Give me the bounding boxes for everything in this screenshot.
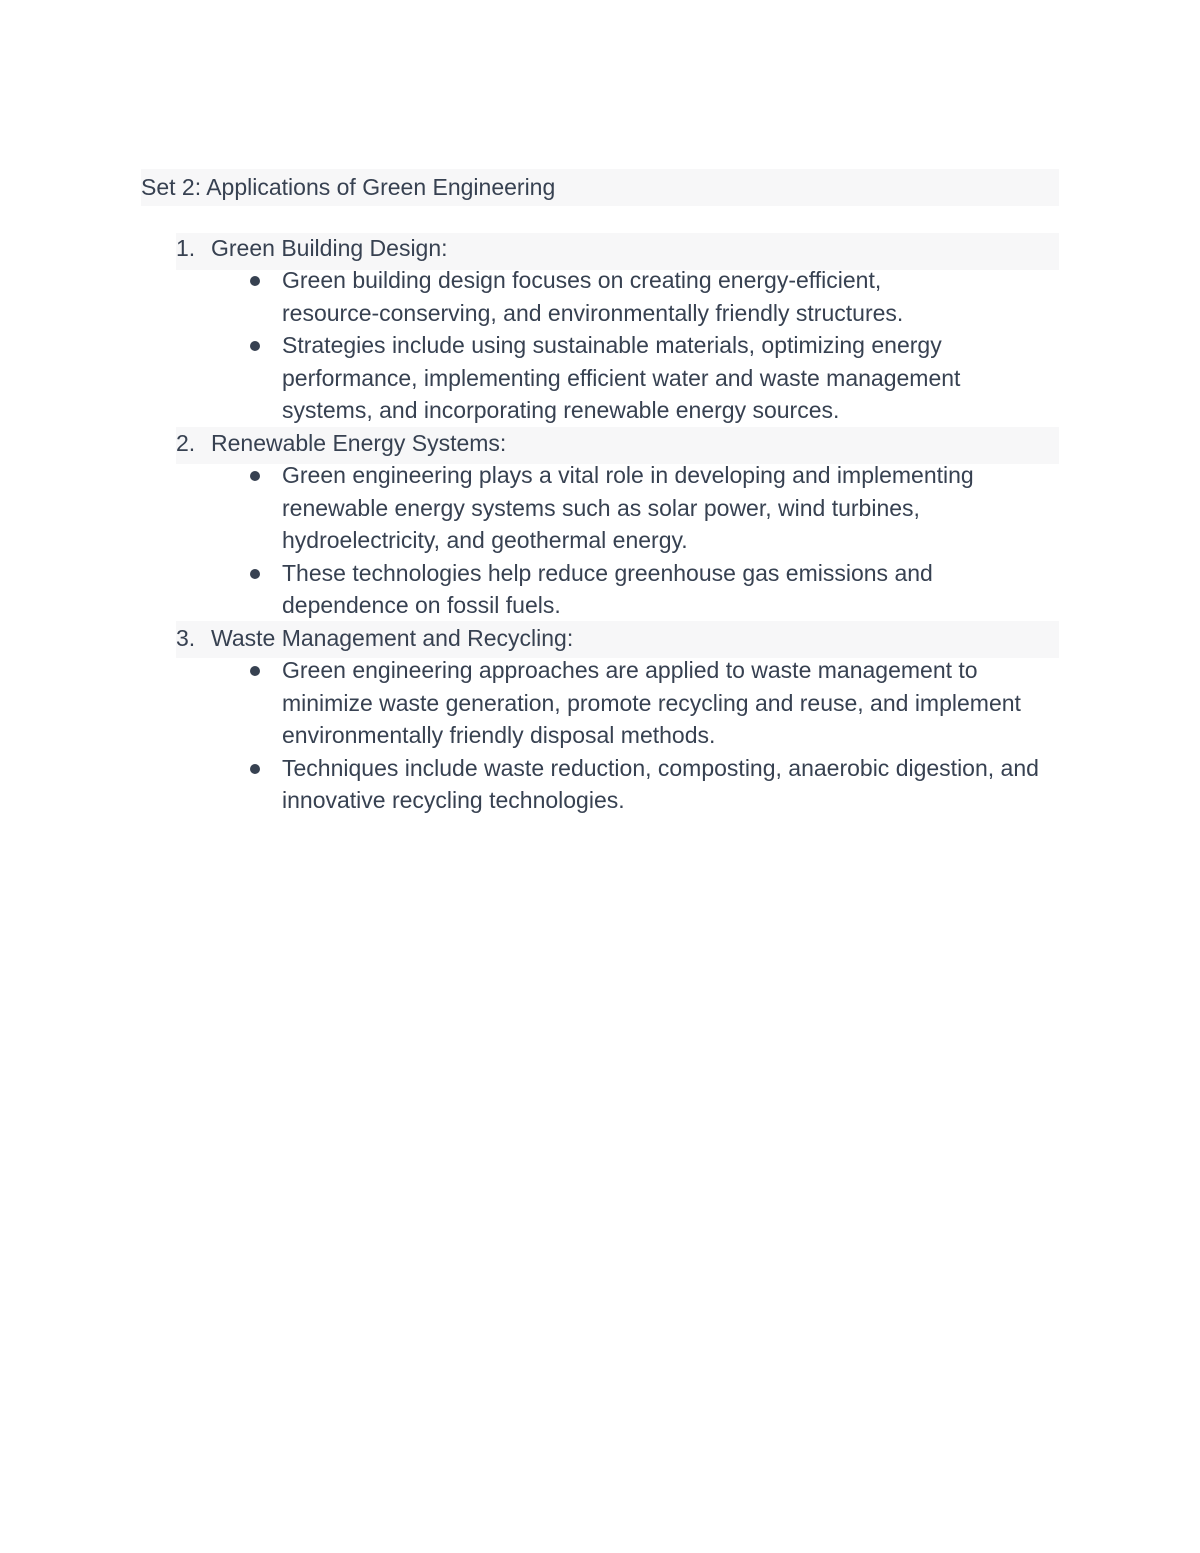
section-2-bullet-1-line-3: hydroelectricity, and geothermal energy. [282,527,688,553]
section-1-bullet-1-line-1: Green building design focuses on creating energy-efficient, [282,267,882,293]
bullet-dot [250,764,260,774]
section-1-bullet-1-line-2: resource-conserving, and environmentally friendly structures. [282,300,904,326]
section-2-bullet-2-line-1: These technologies help reduce greenhouse gas emissions and [282,560,933,586]
section-2-number: 2. [176,430,196,456]
section-1-heading: Green Building Design: [211,235,448,261]
section-3-bullet-1-line-1: Green engineering approaches are applied to waste management to [282,657,978,683]
section-1-bullet-2-line-1: Strategies include using sustainable materials, optimizing energy [282,332,942,358]
section-3-bullet-2-line-2: innovative recycling technologies. [282,787,625,813]
section-2-bullet-1-line-2: renewable energy systems such as solar power, wind turbines, [282,495,920,521]
section-2-heading: Renewable Energy Systems: [211,430,507,456]
section-2-bullet-1-line-1: Green engineering plays a vital role in developing and implementing [282,462,974,488]
bullet-dot [250,276,260,286]
bullet-dot [250,471,260,481]
section-2-bullet-2-line-2: dependence on fossil fuels. [282,592,561,618]
section-1-number: 1. [176,235,196,261]
section-3-bullet-1-line-2: minimize waste generation, promote recycling and reuse, and implement [282,690,1021,716]
bullet-dot [250,569,260,579]
bullet-dot [250,341,260,351]
section-1-bullet-2-line-3: systems, and incorporating renewable energy sources. [282,397,840,423]
section-3-bullet-2-line-1: Techniques include waste reduction, composting, anaerobic digestion, and [282,755,1039,781]
document-title: Set 2: Applications of Green Engineering [141,174,556,200]
section-3-number: 3. [176,625,196,651]
section-1-bullet-2-line-2: performance, implementing efficient water and waste management [282,365,961,391]
bullet-dot [250,666,260,676]
section-3-bullet-1-line-3: environmentally friendly disposal methods. [282,722,716,748]
section-3-heading: Waste Management and Recycling: [211,625,574,651]
